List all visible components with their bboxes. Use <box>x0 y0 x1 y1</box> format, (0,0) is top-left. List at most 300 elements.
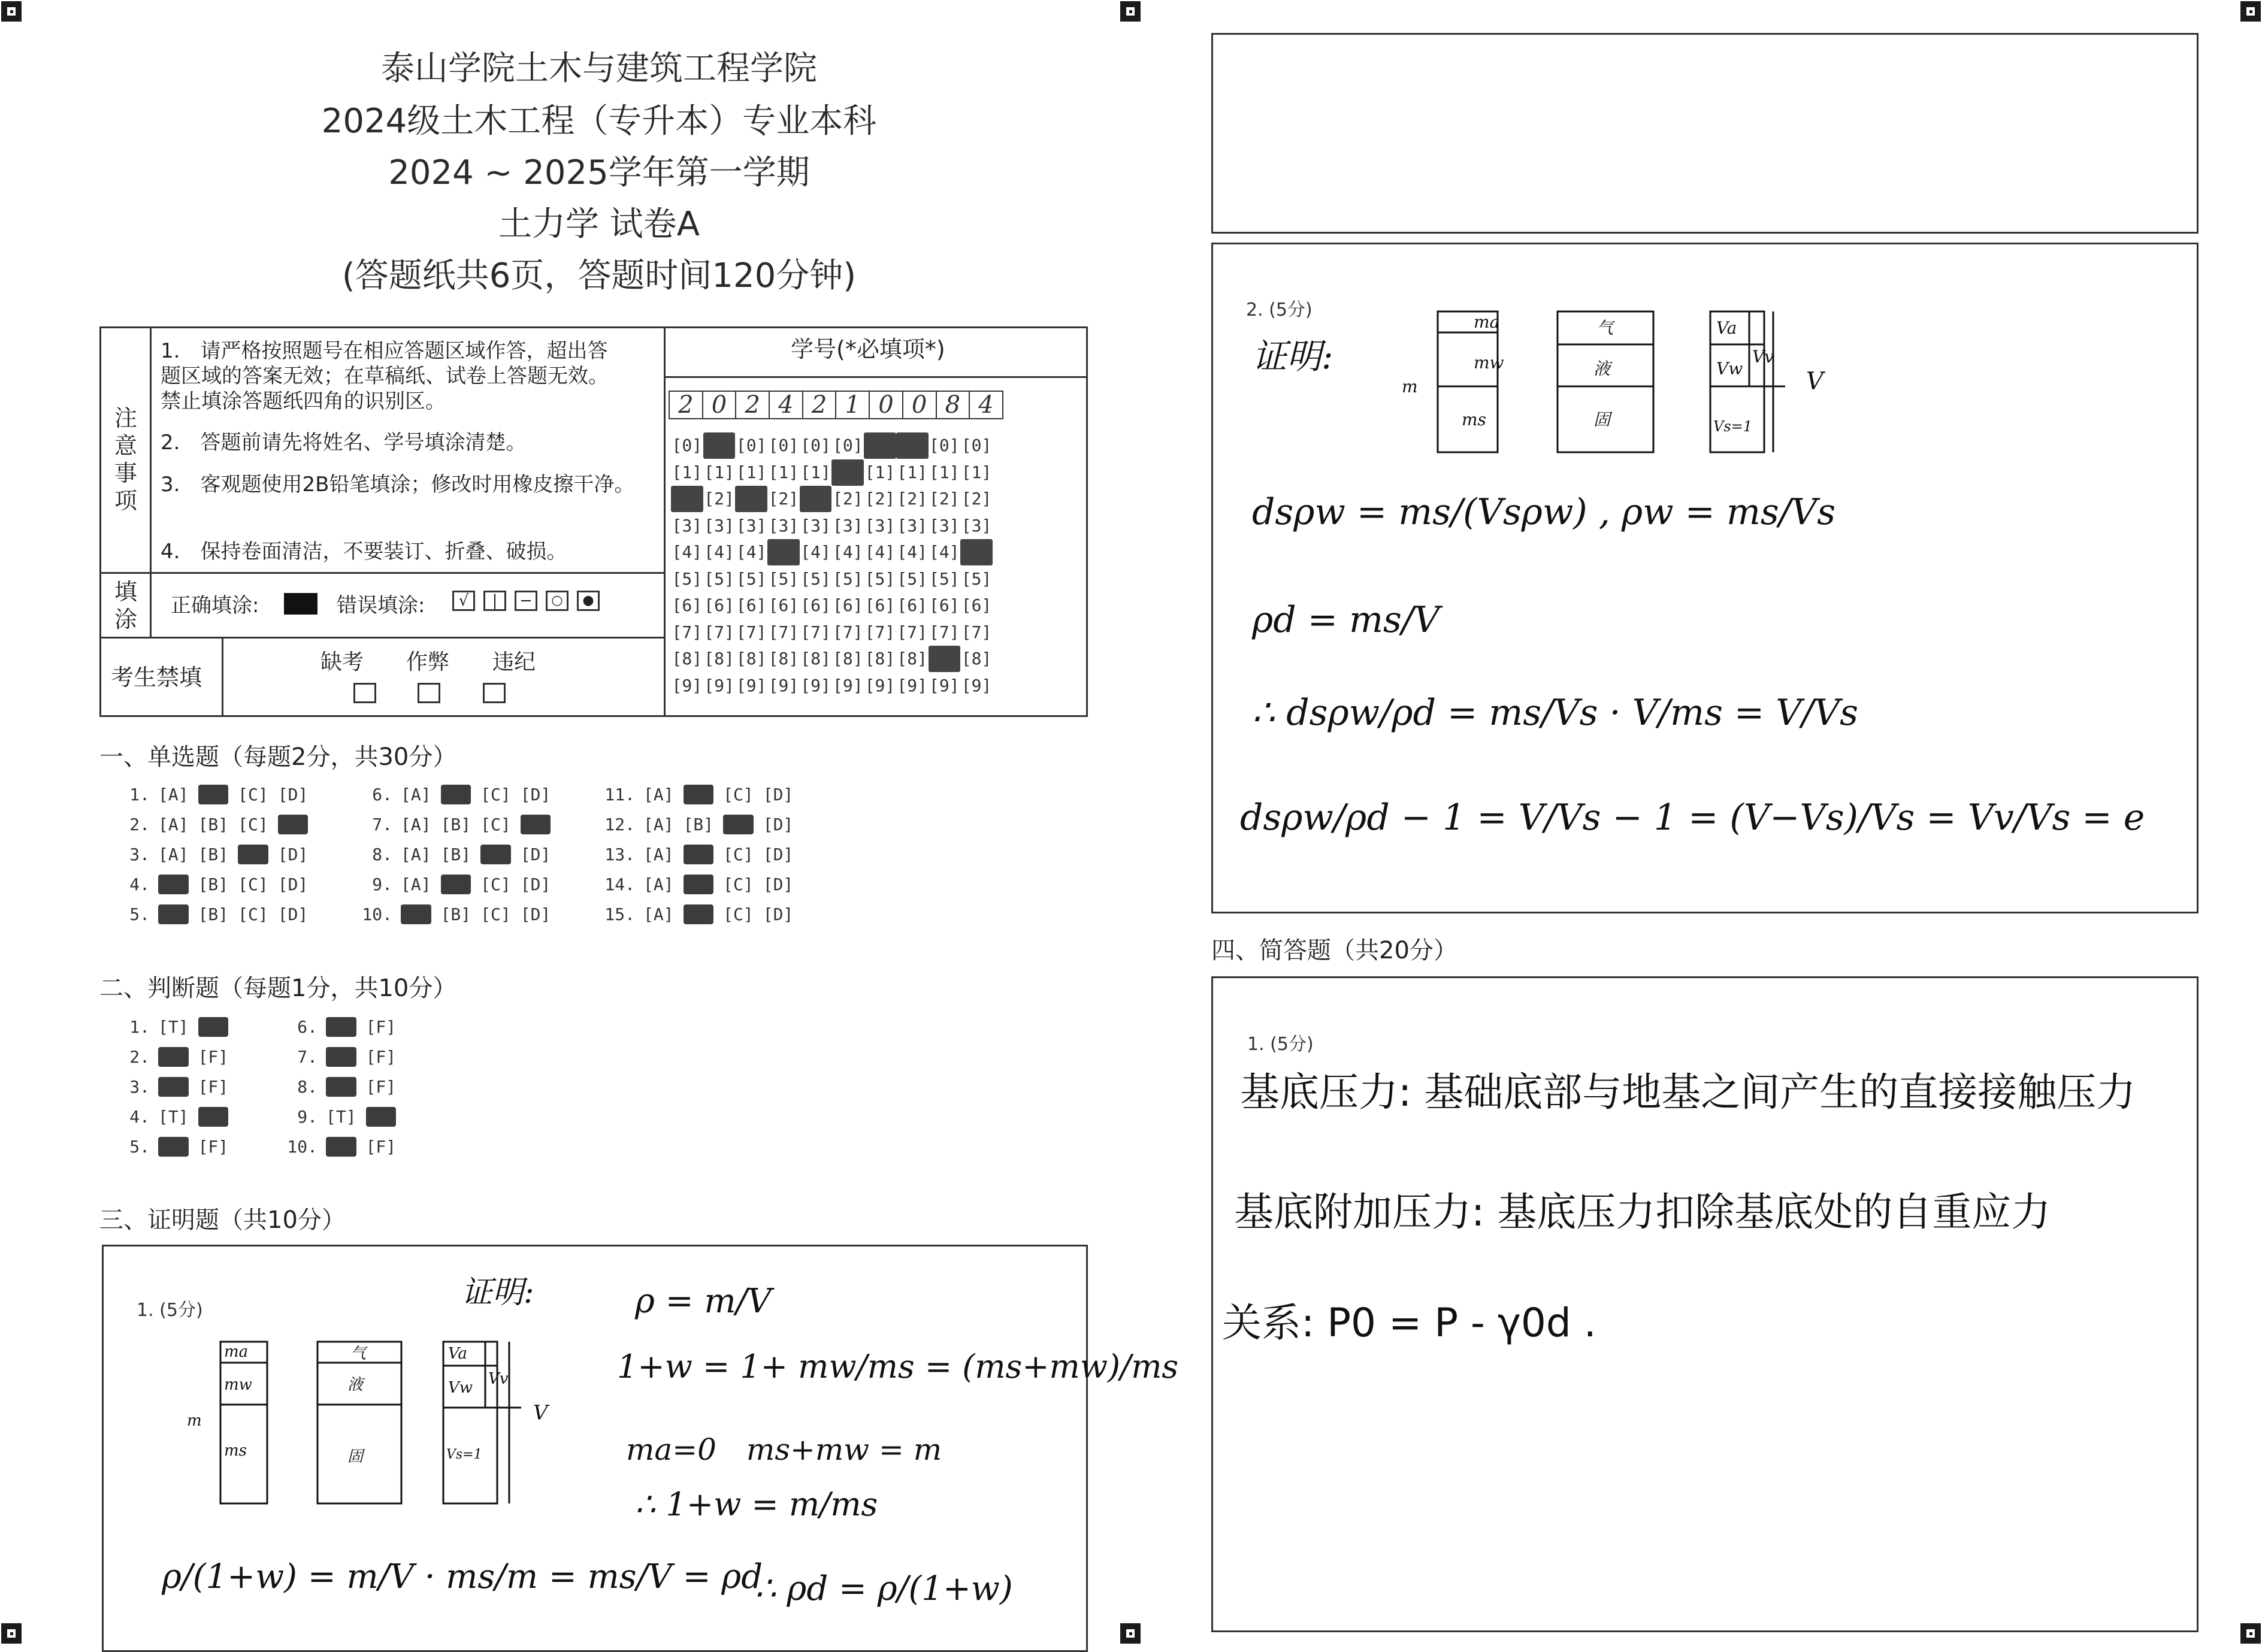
semester: 2024 ~ 2025学年第一学期 <box>388 153 810 192</box>
id-bubble-row <box>671 673 993 700</box>
true-false-question[interactable] <box>282 1017 406 1037</box>
option-bubble[interactable]: [D] <box>520 785 551 804</box>
id-bubble[interactable]: [5] <box>768 568 799 589</box>
exam-info: (答题纸共6页，答题时间120分钟) <box>341 256 857 295</box>
id-bubble[interactable]: [3] <box>832 515 863 535</box>
id-bubble[interactable]: [4] <box>736 542 767 562</box>
id-bubble[interactable]: [1] <box>800 462 831 482</box>
id-bubble[interactable]: [7] <box>864 622 896 642</box>
option-bubble[interactable]: [F] <box>365 1107 397 1127</box>
id-bubble[interactable]: [0] <box>864 432 896 459</box>
id-bubble[interactable]: [1] <box>736 462 767 482</box>
id-bubble[interactable]: [6] <box>704 595 734 615</box>
single-choice-question[interactable] <box>599 785 803 804</box>
id-bubble[interactable]: [3] <box>736 515 767 535</box>
id-bubble[interactable]: [8] <box>832 649 863 668</box>
question-number: 13. <box>604 845 635 864</box>
wrong-mark: ○ <box>546 591 568 611</box>
option-bubble[interactable]: [B] <box>683 875 714 894</box>
option-bubble[interactable]: [A] <box>643 815 674 834</box>
id-bubble-row <box>671 513 993 540</box>
id-bubble-row <box>671 592 993 619</box>
option-bubble[interactable]: [T] <box>326 1107 356 1127</box>
correct-fill-sample <box>284 593 317 615</box>
id-bubble[interactable]: [2] <box>961 489 992 509</box>
id-bubble[interactable]: [0] <box>929 435 960 455</box>
true-false-question[interactable] <box>282 1077 406 1097</box>
id-bubble[interactable]: [7] <box>768 622 799 642</box>
option-bubble[interactable]: [B] <box>440 815 471 834</box>
id-bubble[interactable]: [1] <box>929 462 960 482</box>
id-bubble[interactable]: [6] <box>736 595 767 615</box>
option-bubble[interactable]: [B] <box>198 875 229 894</box>
short-answer-q1-label: 1. (5分) <box>1247 1034 1314 1055</box>
id-bubble[interactable]: [6] <box>832 595 863 615</box>
label-va: Va <box>448 1345 467 1363</box>
option-bubble[interactable]: [B] <box>198 815 229 834</box>
label-ma: ma <box>224 1343 249 1361</box>
option-bubble[interactable]: [B] <box>683 904 714 924</box>
option-bubble[interactable]: [A] <box>401 785 431 804</box>
question-number: 6. <box>372 785 392 804</box>
option-bubble[interactable]: [C] <box>480 875 511 894</box>
id-bubble[interactable]: [5] <box>864 568 896 589</box>
id-bubble[interactable]: [4] <box>704 542 734 562</box>
id-bubble[interactable]: [9] <box>961 675 992 695</box>
formula-rhod-def: ρd = ms/V <box>1252 599 1440 641</box>
proof-q2-label: 2. (5分) <box>1246 299 1313 320</box>
option-bubble[interactable]: [D] <box>520 815 551 834</box>
label-solid: 固 <box>347 1448 364 1466</box>
id-bubble[interactable]: [9] <box>672 675 703 695</box>
id-bubble[interactable]: [1] <box>704 462 734 482</box>
ban-cheat-checkbox[interactable] <box>418 683 440 703</box>
id-bubble[interactable]: [0] <box>961 435 992 455</box>
true-false-question[interactable] <box>114 1137 238 1157</box>
question-number: 9. <box>297 1107 317 1127</box>
single-choice-question[interactable] <box>599 845 803 864</box>
id-bubble[interactable]: [7] <box>672 622 703 642</box>
id-bubble[interactable]: [3] <box>704 515 734 535</box>
option-bubble[interactable]: [A] <box>643 875 674 894</box>
wrong-fill-label: 错误填涂: <box>337 594 425 618</box>
option-bubble[interactable]: [B] <box>440 875 471 894</box>
option-bubble[interactable]: [C] <box>238 875 268 894</box>
id-bubble[interactable]: [5] <box>736 568 767 589</box>
student-id-label: 学号(*必填项*) <box>791 336 945 362</box>
single-choice-question[interactable] <box>356 904 560 924</box>
id-digit: 0 <box>903 392 937 418</box>
id-bubble[interactable]: [0] <box>800 435 831 455</box>
label-mw: mw <box>224 1376 252 1394</box>
option-bubble[interactable]: [A] <box>401 845 431 864</box>
option-bubble[interactable]: [D] <box>763 845 794 864</box>
single-choice-question[interactable] <box>356 875 560 894</box>
section3-title: 三、证明题（共10分） <box>99 1206 346 1234</box>
question-number: 7. <box>372 815 392 834</box>
id-bubble[interactable]: [9] <box>704 675 734 695</box>
option-bubble[interactable]: [T] <box>326 1077 356 1097</box>
option-bubble[interactable]: [B] <box>683 845 714 864</box>
formula-e: dsρw/ρd − 1 = V/Vs − 1 = (V−Vs)/Vs = Vv/Vs = e <box>1240 797 2145 839</box>
id-bubble[interactable]: [5] <box>832 568 863 589</box>
option-bubble[interactable]: [T] <box>158 1137 189 1157</box>
id-bubble[interactable]: [8] <box>768 649 799 668</box>
id-bubble[interactable]: [0] <box>768 435 799 455</box>
id-bubble-row <box>671 459 993 486</box>
option-bubble[interactable]: [B] <box>198 845 229 864</box>
question-number: 15. <box>604 904 635 924</box>
id-bubble[interactable]: [8] <box>897 649 927 668</box>
option-bubble[interactable]: [A] <box>158 875 189 894</box>
id-bubble[interactable]: [1] <box>961 462 992 482</box>
true-false-question[interactable] <box>114 1047 238 1067</box>
true-false-question[interactable] <box>282 1047 406 1067</box>
option-bubble[interactable]: [D] <box>763 904 794 924</box>
id-bubble[interactable]: [0] <box>832 435 863 455</box>
label-va: Va <box>1716 318 1737 338</box>
option-bubble[interactable]: [C] <box>480 785 511 804</box>
option-bubble[interactable]: [D] <box>277 845 309 864</box>
corner-marker-bottom-right <box>2240 1623 2261 1644</box>
id-bubble[interactable]: [3] <box>672 515 703 535</box>
question-number: 2. <box>129 1047 150 1067</box>
id-bubble[interactable]: [9] <box>832 675 863 695</box>
id-bubble[interactable]: [6] <box>929 595 960 615</box>
option-bubble[interactable]: [C] <box>480 815 511 834</box>
wrong-fill-samples <box>452 591 600 611</box>
student-id-bubble-grid[interactable] <box>671 432 993 699</box>
id-bubble[interactable]: [7] <box>897 622 927 642</box>
answer-line-3: 关系: P0 = P - γ0d . <box>1222 1300 1596 1346</box>
wrong-mark: √ <box>452 591 475 611</box>
id-bubble[interactable]: [7] <box>704 622 734 642</box>
id-digit: 2 <box>670 392 703 418</box>
option-bubble[interactable]: [C] <box>480 845 511 864</box>
question-number: 9. <box>372 875 392 894</box>
question-number: 5. <box>129 1137 150 1157</box>
single-choice-question[interactable] <box>599 875 803 894</box>
option-bubble[interactable]: [F] <box>198 1017 229 1037</box>
id-bubble[interactable]: [1] <box>672 462 703 482</box>
formula-conclusion: ∴ ρd = ρ/(1+w) <box>755 1569 1013 1608</box>
id-bubble[interactable]: [4] <box>672 542 703 562</box>
divider <box>664 376 1088 378</box>
id-bubble-row <box>671 566 993 593</box>
section2-title: 二、判断题（每题1分，共10分） <box>99 975 457 1002</box>
corner-marker-bottom-left <box>1 1623 22 1644</box>
option-bubble[interactable]: [C] <box>723 785 754 804</box>
id-bubble[interactable]: [8] <box>672 649 703 668</box>
option-bubble[interactable]: [T] <box>158 1107 189 1127</box>
label-m: m <box>187 1412 202 1430</box>
question-number: 4. <box>129 875 150 894</box>
option-bubble[interactable]: [D] <box>277 785 309 804</box>
ban-violation-checkbox[interactable] <box>483 683 506 703</box>
id-bubble[interactable]: [2] <box>864 489 896 509</box>
phase-diagram-q2 <box>1390 308 1845 458</box>
id-bubble[interactable]: [5] <box>897 568 927 589</box>
id-bubble[interactable]: [4] <box>767 539 800 565</box>
option-bubble[interactable]: [T] <box>326 1047 356 1067</box>
program-name: 2024级土木工程（专升本）专业本科 <box>321 102 877 141</box>
label-v: V <box>533 1401 548 1425</box>
option-bubble[interactable]: [F] <box>198 1137 229 1157</box>
option-bubble[interactable]: [C] <box>238 845 268 864</box>
question-number: 1. <box>129 1017 150 1037</box>
id-bubble[interactable]: [9] <box>768 675 799 695</box>
option-bubble[interactable]: [T] <box>158 1017 189 1037</box>
id-bubble[interactable]: [5] <box>929 568 960 589</box>
single-choice-question[interactable] <box>356 845 560 864</box>
label-vs: Vs=1 <box>446 1447 482 1462</box>
id-bubble[interactable]: [9] <box>929 675 960 695</box>
correct-fill-label: 正确填涂: <box>171 594 259 618</box>
formula-1w: 1+w = 1+ mw/ms = (ms+mw)/ms <box>617 1348 1179 1385</box>
option-bubble[interactable]: [D] <box>277 815 309 834</box>
question-number: 10. <box>362 904 392 924</box>
formula-rho: ρ = m/V <box>635 1282 772 1321</box>
id-bubble[interactable]: [3] <box>961 515 992 535</box>
id-bubble[interactable]: [7] <box>736 622 767 642</box>
id-bubble[interactable]: [2] <box>704 489 734 509</box>
id-bubble[interactable]: [9] <box>897 675 927 695</box>
id-bubble[interactable]: [7] <box>961 622 992 642</box>
option-bubble[interactable]: [D] <box>520 845 551 864</box>
question-number: 6. <box>297 1017 317 1037</box>
id-bubble[interactable]: [2] <box>897 489 927 509</box>
label-vv: Vv <box>1752 347 1774 367</box>
option-bubble[interactable]: [A] <box>643 845 674 864</box>
option-bubble[interactable]: [C] <box>723 904 754 924</box>
id-bubble[interactable]: [4] <box>800 542 831 562</box>
id-bubble[interactable]: [6] <box>864 595 896 615</box>
question-number: 2. <box>129 815 150 834</box>
true-false-question[interactable] <box>282 1137 406 1157</box>
option-bubble[interactable]: [T] <box>158 1047 189 1067</box>
question-number: 8. <box>297 1077 317 1097</box>
true-false-question[interactable] <box>114 1017 238 1037</box>
id-bubble[interactable]: [6] <box>897 595 927 615</box>
label-vw: Vw <box>1716 359 1743 379</box>
id-bubble[interactable]: [0] <box>896 432 929 459</box>
option-bubble[interactable]: [A] <box>158 845 189 864</box>
id-bubble[interactable]: [8] <box>704 649 734 668</box>
note-item-4: 4. 保持卷面清洁，不要装订、折叠、破损。 <box>161 540 567 564</box>
question-number: 3. <box>129 1077 150 1097</box>
id-bubble[interactable]: [5] <box>704 568 734 589</box>
single-choice-question[interactable] <box>114 785 317 804</box>
id-digit: 2 <box>736 392 770 418</box>
id-bubble[interactable]: [0] <box>703 432 736 459</box>
option-bubble[interactable]: [F] <box>365 1077 397 1097</box>
option-bubble[interactable]: [F] <box>198 1077 229 1097</box>
label-ms: ms <box>1462 410 1486 429</box>
option-bubble[interactable]: [B] <box>440 845 471 864</box>
true-false-question[interactable] <box>114 1107 238 1127</box>
school-name: 泰山学院土木与建筑工程学院 <box>381 49 817 88</box>
single-choice-question[interactable] <box>356 785 560 804</box>
option-bubble[interactable]: [B] <box>198 904 229 924</box>
option-bubble[interactable]: [F] <box>198 1047 229 1067</box>
formula-therefore: ∴ 1+w = m/ms <box>635 1485 878 1523</box>
option-bubble[interactable]: [A] <box>401 904 431 924</box>
id-bubble[interactable]: [6] <box>672 595 703 615</box>
true-false-question[interactable] <box>114 1077 238 1097</box>
option-bubble[interactable]: [B] <box>440 785 471 804</box>
option-bubble[interactable]: [D] <box>763 875 794 894</box>
id-bubble[interactable]: [9] <box>864 675 896 695</box>
option-bubble[interactable]: [D] <box>277 875 309 894</box>
id-bubble[interactable]: [4] <box>929 542 960 562</box>
section4-title: 四、简答题（共20分） <box>1211 937 1457 964</box>
option-bubble[interactable]: [A] <box>643 785 674 804</box>
divider <box>664 326 666 717</box>
id-bubble[interactable]: [2] <box>671 486 703 512</box>
option-bubble[interactable]: [B] <box>198 785 229 804</box>
option-bubble[interactable]: [D] <box>763 815 794 834</box>
id-bubble[interactable]: [6] <box>800 595 831 615</box>
option-bubble[interactable]: [A] <box>401 815 431 834</box>
option-bubble[interactable]: [D] <box>763 785 794 804</box>
option-bubble[interactable]: [T] <box>326 1017 356 1037</box>
id-bubble[interactable]: [2] <box>735 486 767 512</box>
id-bubble[interactable]: [8] <box>929 646 961 672</box>
option-bubble[interactable]: [A] <box>401 875 431 894</box>
single-choice-question[interactable] <box>114 904 317 924</box>
note-item-3: 3. 客观题使用2B铅笔填涂；修改时用橡皮擦干净。 <box>161 473 635 497</box>
id-bubble[interactable]: [8] <box>864 649 896 668</box>
option-bubble[interactable]: [F] <box>365 1047 397 1067</box>
question-number: 10. <box>287 1137 317 1157</box>
id-bubble[interactable]: [3] <box>864 515 896 535</box>
option-bubble[interactable]: [C] <box>723 815 754 834</box>
ban-cheat-label: 作弊 <box>406 650 450 674</box>
id-bubble[interactable]: [5] <box>672 568 703 589</box>
id-bubble[interactable]: [1] <box>831 459 864 486</box>
note-item-2: 2. 答题前请先将姓名、学号填涂清楚。 <box>161 431 527 455</box>
option-bubble[interactable]: [T] <box>158 1077 189 1097</box>
id-bubble[interactable]: [7] <box>800 622 831 642</box>
label-liquid: 液 <box>347 1376 364 1394</box>
id-bubble[interactable]: [3] <box>800 515 831 535</box>
option-bubble[interactable]: [D] <box>277 904 309 924</box>
id-bubble[interactable]: [6] <box>768 595 799 615</box>
label-gas: 气 <box>350 1345 367 1363</box>
id-bubble[interactable]: [1] <box>768 462 799 482</box>
id-bubble[interactable]: [1] <box>897 462 927 482</box>
id-bubble[interactable]: [3] <box>897 515 927 535</box>
single-choice-question[interactable] <box>356 815 560 834</box>
option-bubble[interactable]: [B] <box>683 815 714 834</box>
option-bubble[interactable]: [C] <box>238 815 268 834</box>
id-digit: 0 <box>870 392 903 418</box>
corner-marker-top-middle <box>1120 1 1141 22</box>
id-bubble[interactable]: [2] <box>832 489 863 509</box>
id-bubble[interactable]: [5] <box>961 568 992 589</box>
id-bubble[interactable]: [2] <box>768 489 799 509</box>
id-bubble-row <box>671 432 993 459</box>
option-bubble[interactable]: [A] <box>158 815 189 834</box>
id-bubble[interactable]: [3] <box>768 515 799 535</box>
id-bubble[interactable]: [5] <box>800 568 831 589</box>
question-number: 12. <box>604 815 635 834</box>
label-ms: ms <box>224 1442 247 1460</box>
id-digit: 2 <box>803 392 837 418</box>
continued-answer-box[interactable] <box>1211 33 2199 234</box>
id-bubble[interactable]: [4] <box>960 539 993 565</box>
id-bubble[interactable]: [1] <box>864 462 896 482</box>
option-bubble[interactable]: [A] <box>158 785 189 804</box>
question-number: 3. <box>129 845 150 864</box>
option-bubble[interactable]: [C] <box>480 904 511 924</box>
id-bubble[interactable]: [4] <box>897 542 927 562</box>
exam-ban-label: 考生禁填 <box>111 664 202 691</box>
formula-ds-rhow: dsρw = ms/(Vsρw) , ρw = ms/Vs <box>1252 491 1836 533</box>
option-bubble[interactable]: [D] <box>520 904 551 924</box>
option-bubble[interactable]: [C] <box>238 785 268 804</box>
id-bubble[interactable]: [0] <box>672 435 703 455</box>
id-bubble[interactable]: [8] <box>961 649 992 668</box>
single-choice-question[interactable] <box>114 875 317 894</box>
option-bubble[interactable]: [A] <box>643 904 674 924</box>
id-digit: 4 <box>770 392 803 418</box>
option-bubble[interactable]: [B] <box>683 785 714 804</box>
option-bubble[interactable]: [C] <box>238 904 268 924</box>
id-digit: 1 <box>836 392 870 418</box>
option-bubble[interactable]: [F] <box>365 1137 397 1157</box>
question-number: 4. <box>129 1107 150 1127</box>
id-bubble[interactable]: [8] <box>736 649 767 668</box>
id-bubble[interactable]: [9] <box>736 675 767 695</box>
option-bubble[interactable]: [D] <box>520 875 551 894</box>
single-choice-question[interactable] <box>114 815 317 834</box>
ban-violation-label: 违纪 <box>492 650 536 674</box>
ban-absent-checkbox[interactable] <box>353 683 376 703</box>
single-choice-question[interactable] <box>599 815 803 834</box>
id-bubble[interactable]: [9] <box>800 675 831 695</box>
single-choice-question[interactable] <box>114 845 317 864</box>
id-bubble[interactable]: [7] <box>832 622 863 642</box>
option-bubble[interactable]: [C] <box>723 845 754 864</box>
option-bubble[interactable]: [T] <box>326 1137 356 1157</box>
formula-rhod: ρ/(1+w) = m/V · ms/m = ms/V = ρd <box>162 1557 763 1596</box>
id-bubble[interactable]: [0] <box>736 435 767 455</box>
id-bubble[interactable]: [3] <box>929 515 960 535</box>
id-bubble[interactable]: [6] <box>961 595 992 615</box>
answer-line-1: 基底压力: 基础底部与地基之间产生的直接接触压力 <box>1240 1069 2136 1115</box>
single-choice-question[interactable] <box>599 904 803 924</box>
option-bubble[interactable]: [F] <box>365 1017 397 1037</box>
id-bubble-row <box>671 486 993 513</box>
question-number: 5. <box>129 904 150 924</box>
true-false-question[interactable] <box>282 1107 406 1127</box>
option-bubble[interactable]: [A] <box>158 904 189 924</box>
id-bubble[interactable]: [2] <box>929 489 960 509</box>
divider <box>99 572 665 574</box>
option-bubble[interactable]: [C] <box>723 875 754 894</box>
option-bubble[interactable]: [B] <box>440 904 471 924</box>
id-bubble[interactable]: [8] <box>800 649 831 668</box>
id-bubble[interactable]: [2] <box>800 486 832 512</box>
label-liquid: 液 <box>1593 359 1611 379</box>
id-bubble-row <box>671 619 993 646</box>
option-bubble[interactable]: [F] <box>198 1107 229 1127</box>
id-bubble[interactable]: [4] <box>832 542 863 562</box>
id-bubble[interactable]: [7] <box>929 622 960 642</box>
id-bubble[interactable]: [4] <box>864 542 896 562</box>
proof-q1-heading: 证明: <box>461 1275 534 1311</box>
